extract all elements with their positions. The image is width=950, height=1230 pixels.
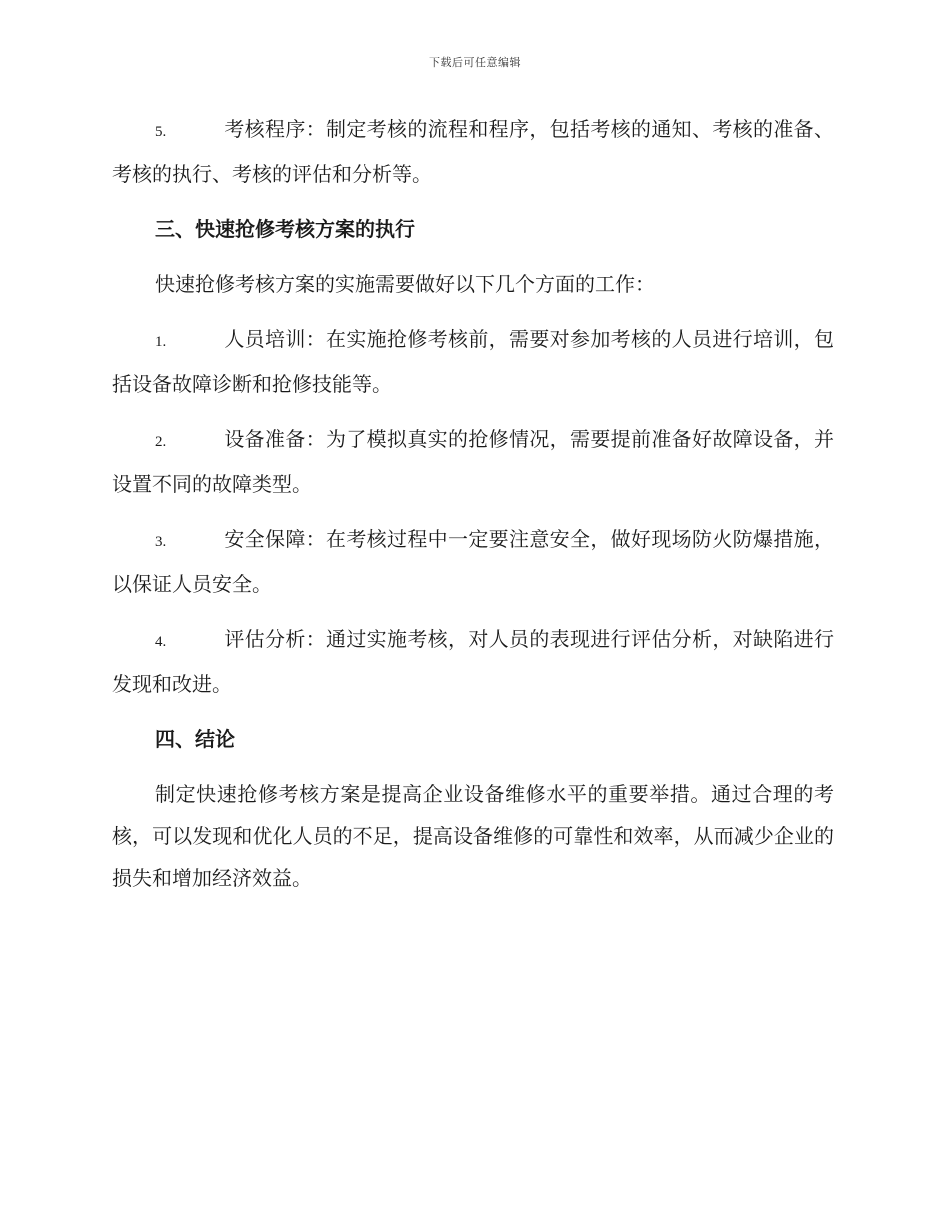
list-number: 5.: [155, 124, 167, 140]
list-number: 1.: [155, 334, 167, 350]
list-item-text: 人员培训：在实施抢修考核前，需要对参加考核的人员进行培训，包括设备故障诊断和抢修技能等。: [112, 327, 834, 396]
list-item-text: 考核程序：制定考核的流程和程序，包括考核的通知、考核的准备、考核的执行、考核的评估和分析等。: [112, 117, 834, 186]
list-item-4: [112, 618, 834, 705]
section-heading-4: 四、结论: [155, 727, 235, 751]
section-heading-3: 三、快速抢修考核方案的执行: [155, 217, 415, 241]
section-intro: 快速抢修考核方案的实施需要做好以下几个方面的工作：: [155, 272, 655, 296]
page-header: 下载后可任意编辑: [429, 56, 521, 69]
list-item-3: [112, 518, 834, 605]
list-item-text: 安全保障：在考核过程中一定要注意安全，做好现场防火防爆措施，以保证人员安全。: [112, 527, 834, 596]
conclusion-paragraph: 制定快速抢修考核方案是提高企业设备维修水平的重要举措。通过合理的考核，可以发现和优化人员的不足，提高设备维修的可靠性和效率，从而减少企业的损失和增加经济效益。: [112, 782, 834, 890]
list-item-1: [112, 318, 834, 405]
list-item-2: [112, 418, 834, 505]
list-item-5: [112, 108, 834, 195]
list-item-text: 设备准备：为了模拟真实的抢修情况，需要提前准备好故障设备，并设置不同的故障类型。: [112, 427, 834, 496]
list-number: 3.: [155, 534, 167, 550]
list-item-text: 评估分析：通过实施考核，对人员的表现进行评估分析，对缺陷进行发现和改进。: [112, 627, 834, 696]
document-body: [112, 108, 834, 912]
list-number: 4.: [155, 634, 167, 650]
list-number: 2.: [155, 434, 167, 450]
